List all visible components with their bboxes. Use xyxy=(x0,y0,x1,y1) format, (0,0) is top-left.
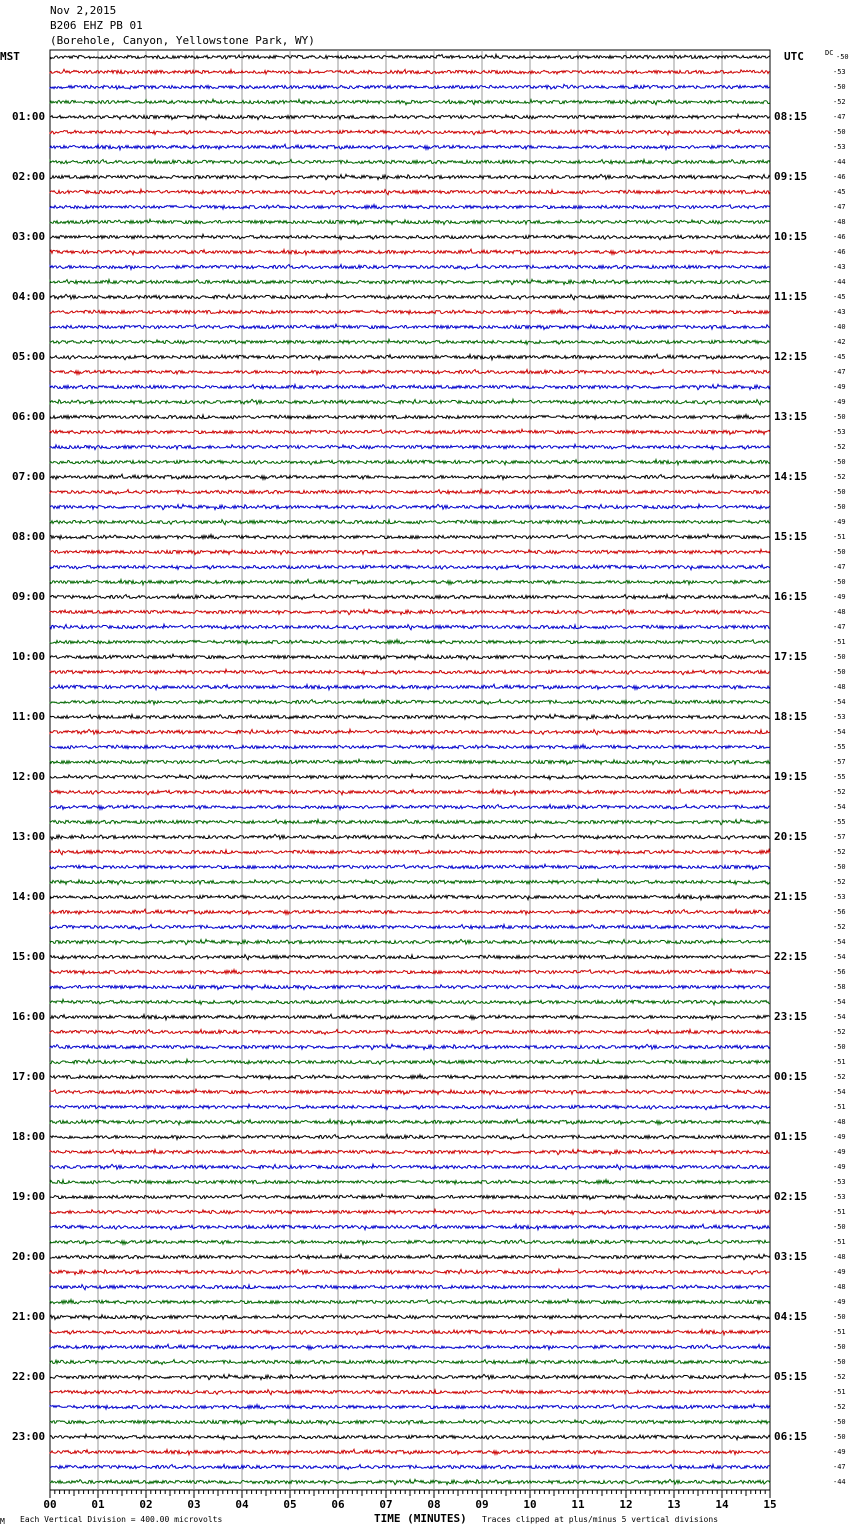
x-tick-label: 12 xyxy=(619,1498,633,1511)
trace-row xyxy=(50,895,770,900)
trace-row xyxy=(50,909,770,914)
trace-row xyxy=(50,1135,770,1140)
mst-hour-label: 20:00 xyxy=(12,1250,46,1263)
trace-row xyxy=(50,490,770,495)
mst-hour-label: 13:00 xyxy=(12,830,46,843)
mst-hour-label: 19:00 xyxy=(12,1190,46,1203)
dc-title: DC xyxy=(825,49,834,57)
x-tick-label: 07 xyxy=(379,1498,393,1511)
trace-row xyxy=(50,1104,770,1109)
trace-row xyxy=(50,1479,770,1484)
dc-offset-label: -49 xyxy=(833,593,846,601)
trace-row xyxy=(50,969,770,974)
trace-row xyxy=(50,819,770,824)
trace-row xyxy=(50,549,770,554)
dc-offset-label: -50 xyxy=(833,1223,846,1231)
trace-row xyxy=(50,144,770,149)
trace-row xyxy=(50,354,770,359)
trace-row xyxy=(50,160,770,165)
dc-offset-label: -48 xyxy=(833,683,846,691)
trace-row xyxy=(50,444,770,449)
footer-mark: M xyxy=(0,1517,5,1526)
dc-offset-label: -54 xyxy=(833,1088,846,1096)
trace-row xyxy=(50,579,770,584)
trace-row xyxy=(50,925,770,930)
trace-row xyxy=(50,1030,770,1035)
dc-offset-label: -50 xyxy=(833,653,846,661)
dc-offset-label: -44 xyxy=(833,1478,846,1486)
dc-offset-label: -50 xyxy=(833,548,846,556)
trace-row xyxy=(50,1014,770,1019)
dc-offset-label: -55 xyxy=(833,773,846,781)
trace-row xyxy=(50,669,770,674)
utc-hour-label: 22:15 xyxy=(774,950,808,963)
trace-row xyxy=(50,879,770,884)
mst-hour-label: 17:00 xyxy=(12,1070,46,1083)
dc-offset-label: -48 xyxy=(833,1118,846,1126)
dc-offset-label: -48 xyxy=(833,218,846,226)
dc-offset-label: -47 xyxy=(833,113,846,121)
trace-row xyxy=(50,759,770,764)
trace-row xyxy=(50,1360,770,1365)
trace-row xyxy=(50,219,770,224)
trace-row xyxy=(50,1119,770,1124)
trace-row xyxy=(50,520,770,525)
dc-offset-label: -44 xyxy=(833,158,846,166)
trace-row xyxy=(50,294,770,299)
trace-row xyxy=(50,504,770,509)
dc-offset-label: -52 xyxy=(833,443,846,451)
trace-row xyxy=(50,205,770,210)
dc-offset-label: -51 xyxy=(833,638,846,646)
trace-row xyxy=(50,429,770,434)
dc-offset-label: -50 xyxy=(836,53,849,61)
dc-offset-label: -43 xyxy=(833,263,846,271)
dc-offset-label: -50 xyxy=(833,1433,846,1441)
trace-row xyxy=(50,684,770,689)
x-tick-label: 09 xyxy=(475,1498,489,1511)
x-tick-label: 00 xyxy=(43,1498,57,1511)
utc-hour-label: 01:15 xyxy=(774,1130,808,1143)
dc-offset-label: -54 xyxy=(833,998,846,1006)
dc-offset-label: -50 xyxy=(833,488,846,496)
trace-row xyxy=(50,1059,770,1064)
mst-hour-label: 10:00 xyxy=(12,650,46,663)
dc-offset-label: -50 xyxy=(833,83,846,91)
dc-offset-label: -53 xyxy=(833,68,846,76)
mst-hour-label: 22:00 xyxy=(12,1370,46,1383)
utc-hour-label: 06:15 xyxy=(774,1430,808,1443)
trace-row xyxy=(50,654,770,659)
trace-row xyxy=(50,1404,770,1409)
dc-offset-label: -52 xyxy=(833,1028,846,1036)
dc-offset-label: -48 xyxy=(833,608,846,616)
trace-row xyxy=(50,999,770,1004)
utc-hour-label: 23:15 xyxy=(774,1010,808,1023)
dc-offset-label: -52 xyxy=(833,923,846,931)
utc-hour-label: 08:15 xyxy=(774,110,808,123)
utc-hour-label: 03:15 xyxy=(774,1250,808,1263)
dc-offset-label: -51 xyxy=(833,1208,846,1216)
dc-offset-label: -47 xyxy=(833,368,846,376)
dc-offset-label: -57 xyxy=(833,833,846,841)
dc-offset-label: -50 xyxy=(833,1418,846,1426)
dc-offset-label: -53 xyxy=(833,713,846,721)
dc-offset-label: -56 xyxy=(833,908,846,916)
dc-offset-label: -47 xyxy=(833,203,846,211)
trace-row xyxy=(50,1254,770,1259)
trace-row xyxy=(50,310,770,315)
trace-row xyxy=(50,1314,770,1319)
trace-row xyxy=(50,189,770,194)
utc-hour-label: 21:15 xyxy=(774,890,808,903)
trace-row xyxy=(50,700,770,705)
trace-row xyxy=(50,265,770,270)
utc-hour-label: 13:15 xyxy=(774,410,808,423)
utc-hour-label: 18:15 xyxy=(774,710,808,723)
dc-offset-label: -53 xyxy=(833,893,846,901)
trace-row xyxy=(50,69,770,74)
trace-row xyxy=(50,474,770,479)
trace-row xyxy=(50,114,770,119)
trace-row xyxy=(50,174,770,179)
dc-offset-label: -45 xyxy=(833,293,846,301)
dc-offset-label: -49 xyxy=(833,1148,846,1156)
dc-offset-label: -54 xyxy=(833,1013,846,1021)
dc-offset-label: -49 xyxy=(833,1133,846,1141)
dc-offset-label: -50 xyxy=(833,863,846,871)
dc-offset-label: -48 xyxy=(833,1283,846,1291)
trace-row xyxy=(50,850,770,855)
trace-row xyxy=(50,1465,770,1470)
trace-row xyxy=(50,1089,770,1094)
x-tick-label: 10 xyxy=(523,1498,537,1511)
dc-offset-label: -52 xyxy=(833,788,846,796)
x-tick-label: 08 xyxy=(427,1498,441,1511)
utc-hour-label: 12:15 xyxy=(774,350,808,363)
dc-offset-label: -55 xyxy=(833,743,846,751)
dc-offset-label: -53 xyxy=(833,428,846,436)
trace-row xyxy=(50,864,770,869)
trace-row xyxy=(50,1374,770,1379)
dc-offset-label: -44 xyxy=(833,278,846,286)
trace-row xyxy=(50,774,770,779)
trace-row xyxy=(50,939,770,944)
utc-hour-label: 19:15 xyxy=(774,770,808,783)
x-tick-label: 05 xyxy=(283,1498,297,1511)
dc-offset-label: -51 xyxy=(833,1103,846,1111)
dc-offset-label: -54 xyxy=(833,728,846,736)
dc-offset-label: -50 xyxy=(833,1043,846,1051)
trace-row xyxy=(50,460,770,465)
x-tick-label: 06 xyxy=(331,1498,345,1511)
dc-offset-label: -52 xyxy=(833,98,846,106)
trace-row xyxy=(50,1194,770,1199)
utc-hour-label: 10:15 xyxy=(774,230,808,243)
dc-offset-label: -49 xyxy=(833,398,846,406)
trace-row xyxy=(50,1420,770,1425)
trace-row xyxy=(50,84,770,89)
dc-offset-label: -47 xyxy=(833,1463,846,1471)
x-tick-label: 02 xyxy=(139,1498,153,1511)
mst-hour-label: 16:00 xyxy=(12,1010,46,1023)
trace-row xyxy=(50,384,770,389)
dc-offset-label: -42 xyxy=(833,338,846,346)
dc-offset-label: -49 xyxy=(833,1298,846,1306)
trace-row xyxy=(50,955,770,960)
trace-row xyxy=(50,1075,770,1080)
trace-row xyxy=(50,1390,770,1395)
trace-row xyxy=(50,640,770,645)
trace-row xyxy=(50,565,770,570)
dc-offset-label: -46 xyxy=(833,233,846,241)
trace-row xyxy=(50,1285,770,1290)
trace-row xyxy=(50,534,770,539)
utc-hour-label: 16:15 xyxy=(774,590,808,603)
trace-row xyxy=(50,1044,770,1049)
dc-offset-label: -57 xyxy=(833,758,846,766)
dc-offset-label: -49 xyxy=(833,383,846,391)
mst-hour-label: 07:00 xyxy=(12,470,46,483)
trace-row xyxy=(50,805,770,810)
trace-row xyxy=(50,1269,770,1274)
trace-row xyxy=(50,1164,770,1169)
trace-row xyxy=(50,130,770,135)
utc-hour-label: 05:15 xyxy=(774,1370,808,1383)
trace-row xyxy=(50,1180,770,1185)
trace-row xyxy=(50,1449,770,1454)
trace-row xyxy=(50,234,770,239)
mst-hour-label: 08:00 xyxy=(12,530,46,543)
x-tick-label: 11 xyxy=(571,1498,585,1511)
scale-note: Each Vertical Division = 400.00 microvolts xyxy=(20,1515,223,1524)
trace-row xyxy=(50,99,770,105)
dc-offset-label: -49 xyxy=(833,1163,846,1171)
mst-hour-label: 15:00 xyxy=(12,950,46,963)
utc-hour-label: 15:15 xyxy=(774,530,808,543)
dc-offset-label: -54 xyxy=(833,698,846,706)
dc-offset-label: -52 xyxy=(833,1373,846,1381)
dc-offset-label: -47 xyxy=(833,563,846,571)
trace-row xyxy=(50,324,770,329)
trace-row xyxy=(50,1299,770,1304)
dc-offset-label: -51 xyxy=(833,1328,846,1336)
dc-offset-label: -50 xyxy=(833,128,846,136)
dc-offset-label: -52 xyxy=(833,878,846,886)
dc-offset-label: -53 xyxy=(833,1193,846,1201)
trace-row xyxy=(50,789,770,794)
dc-offset-label: -52 xyxy=(833,1403,846,1411)
trace-row xyxy=(50,415,770,420)
trace-row xyxy=(50,339,770,344)
trace-row xyxy=(50,729,770,734)
x-tick-label: 15 xyxy=(763,1498,777,1511)
dc-offset-label: -49 xyxy=(833,1268,846,1276)
mst-hour-label: 21:00 xyxy=(12,1310,46,1323)
x-tick-label: 13 xyxy=(667,1498,681,1511)
utc-axis-title: UTC xyxy=(784,50,804,63)
dc-offset-label: -50 xyxy=(833,503,846,511)
dc-offset-label: -50 xyxy=(833,578,846,586)
dc-offset-label: -51 xyxy=(833,533,846,541)
dc-offset-label: -50 xyxy=(833,458,846,466)
mst-hour-label: 23:00 xyxy=(12,1430,46,1443)
mst-hour-label: 02:00 xyxy=(12,170,46,183)
trace-row xyxy=(50,624,770,629)
mst-hour-label: 03:00 xyxy=(12,230,46,243)
dc-offset-label: -55 xyxy=(833,818,846,826)
trace-row xyxy=(50,595,770,600)
mst-axis-title: MST xyxy=(0,50,20,63)
utc-hour-label: 11:15 xyxy=(774,290,808,303)
x-tick-label: 04 xyxy=(235,1498,249,1511)
clip-note: Traces clipped at plus/minus 5 vertical divisions xyxy=(482,1515,719,1524)
dc-offset-label: -54 xyxy=(833,953,846,961)
trace-row xyxy=(50,399,770,404)
dc-offset-label: -52 xyxy=(833,848,846,856)
trace-row xyxy=(50,834,770,839)
dc-offset-label: -49 xyxy=(833,518,846,526)
dc-offset-label: -53 xyxy=(833,1178,846,1186)
dc-offset-label: -53 xyxy=(833,143,846,151)
trace-row xyxy=(50,1434,770,1439)
trace-row xyxy=(50,249,770,254)
x-tick-label: 03 xyxy=(187,1498,201,1511)
utc-hour-label: 04:15 xyxy=(774,1310,808,1323)
trace-row xyxy=(50,1240,770,1245)
trace-row xyxy=(50,279,770,284)
dc-offset-label: -43 xyxy=(833,308,846,316)
dc-offset-label: -40 xyxy=(833,323,846,331)
mst-hour-label: 18:00 xyxy=(12,1130,46,1143)
utc-hour-label: 20:15 xyxy=(774,830,808,843)
dc-offset-label: -50 xyxy=(833,413,846,421)
utc-hour-label: 00:15 xyxy=(774,1070,808,1083)
mst-hour-label: 06:00 xyxy=(12,410,46,423)
mst-hour-label: 09:00 xyxy=(12,590,46,603)
dc-offset-label: -50 xyxy=(833,1358,846,1366)
header-location: (Borehole, Canyon, Yellowstone Park, WY) xyxy=(50,34,315,47)
mst-hour-label: 14:00 xyxy=(12,890,46,903)
mst-hour-label: 04:00 xyxy=(12,290,46,303)
dc-offset-label: -46 xyxy=(833,248,846,256)
utc-hour-label: 02:15 xyxy=(774,1190,808,1203)
dc-offset-label: -47 xyxy=(833,623,846,631)
dc-offset-label: -45 xyxy=(833,188,846,196)
x-tick-label: 14 xyxy=(715,1498,729,1511)
utc-hour-label: 14:15 xyxy=(774,470,808,483)
mst-hour-label: 12:00 xyxy=(12,770,46,783)
trace-row xyxy=(50,1149,770,1154)
trace-row xyxy=(50,54,770,59)
dc-offset-label: -52 xyxy=(833,1073,846,1081)
trace-row xyxy=(50,1209,770,1214)
dc-offset-label: -50 xyxy=(833,1313,846,1321)
trace-row xyxy=(50,1224,770,1229)
dc-offset-label: -45 xyxy=(833,353,846,361)
utc-hour-label: 09:15 xyxy=(774,170,808,183)
mst-hour-label: 01:00 xyxy=(12,110,46,123)
trace-row xyxy=(50,1344,770,1349)
dc-offset-label: -49 xyxy=(833,1448,846,1456)
mst-hour-label: 05:00 xyxy=(12,350,46,363)
dc-offset-label: -56 xyxy=(833,968,846,976)
trace-row xyxy=(50,714,770,719)
dc-offset-label: -54 xyxy=(833,803,846,811)
dc-offset-label: -51 xyxy=(833,1238,846,1246)
trace-row xyxy=(50,985,770,990)
dc-offset-label: -48 xyxy=(833,1253,846,1261)
dc-offset-label: -51 xyxy=(833,1058,846,1066)
mst-hour-label: 11:00 xyxy=(12,710,46,723)
x-axis-label: TIME (MINUTES) xyxy=(374,1512,467,1525)
dc-offset-label: -54 xyxy=(833,938,846,946)
dc-offset-label: -50 xyxy=(833,1343,846,1351)
dc-offset-label: -52 xyxy=(833,473,846,481)
header-date: Nov 2,2015 xyxy=(50,4,117,17)
x-tick-label: 01 xyxy=(91,1498,105,1511)
trace-row xyxy=(50,1330,770,1335)
trace-row xyxy=(50,745,770,750)
dc-offset-label: -51 xyxy=(833,1388,846,1396)
dc-offset-label: -58 xyxy=(833,983,846,991)
dc-offset-label: -46 xyxy=(833,173,846,181)
dc-offset-label: -50 xyxy=(833,668,846,676)
trace-row xyxy=(50,370,770,375)
header-station: B206 EHZ PB 01 xyxy=(50,19,143,32)
utc-hour-label: 17:15 xyxy=(774,650,808,663)
trace-row xyxy=(50,609,770,614)
